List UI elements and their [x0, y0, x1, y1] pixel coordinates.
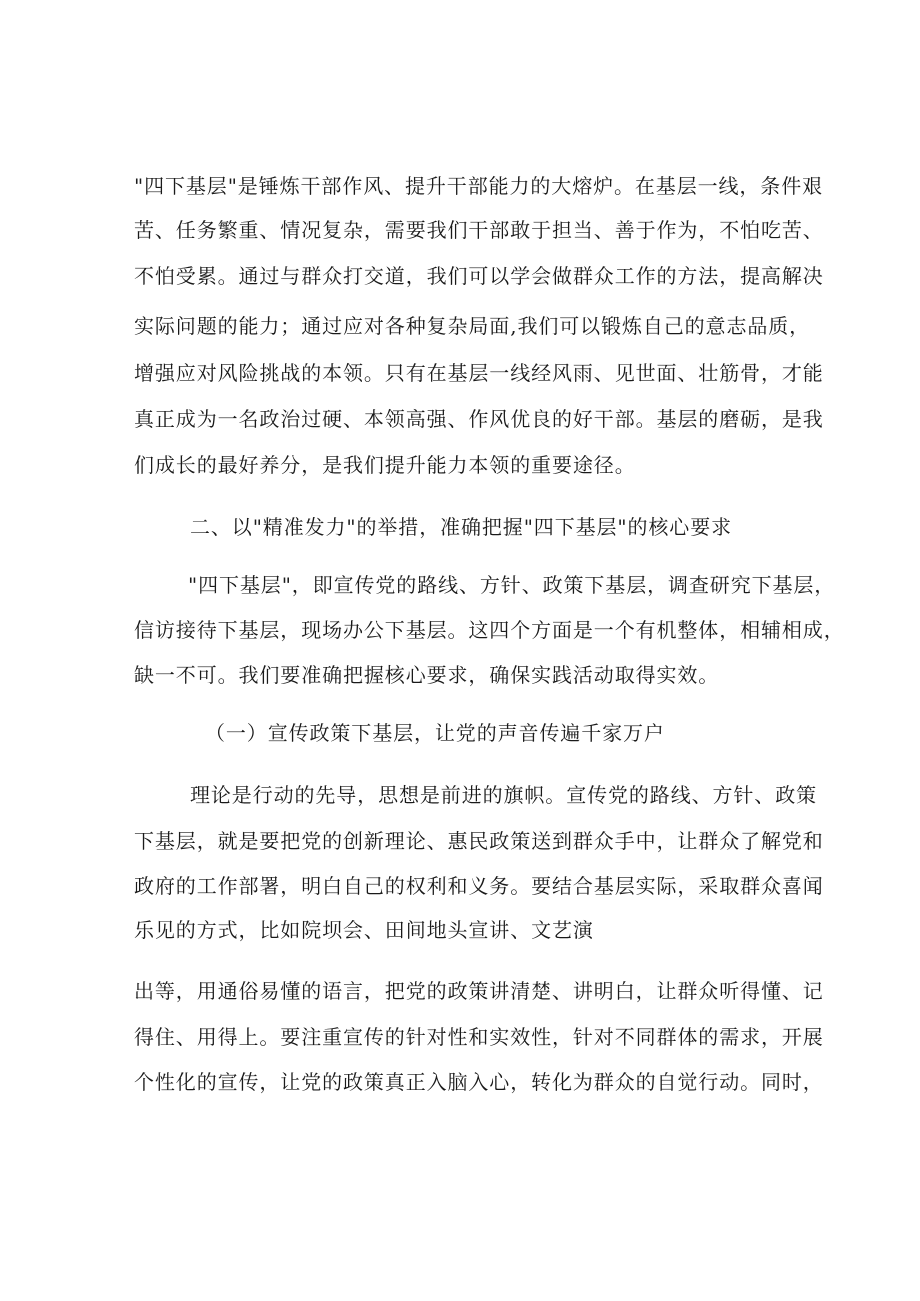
text-line: 出等，用通俗易懂的语言，把党的政策讲清楚、讲明白，让群众听得懂、记 — [134, 979, 824, 1003]
text-line: 信访接待下基层，现场办公下基层。这四个方面是一个有机整体，相辅相成， — [134, 618, 845, 642]
text-line: 真正成为一名政治过硬、本领高强、作风优良的好干部。基层的磨砺，是我 — [134, 407, 824, 431]
text-line: 增强应对风险挑战的本领。只有在基层一线经风雨、见世面、壮筋骨，才能 — [134, 361, 824, 385]
text-line: 缺一不可。我们要准确把握核心要求，确保实践活动取得实效。 — [134, 663, 720, 687]
text-line: 实际问题的能力；通过应对各种复杂局面,我们可以锻炼自己的意志品质， — [134, 314, 811, 338]
text-line: 个性化的宣传，让党的政策真正入脑入心，转化为群众的自觉行动。同时， — [134, 1070, 824, 1094]
text-line: 政府的工作部署，明白自己的权利和义务。要结合基层实际，采取群众喜闻 — [134, 874, 824, 898]
text-line: "四下基层"，即宣传党的路线、方针、政策下基层，调查研究下基层， — [188, 573, 836, 597]
subsection-heading: （一）宣传政策下基层，让党的声音传遍千家万户 — [205, 721, 665, 745]
text-line: 不怕受累。通过与群众打交道，我们可以学会做群众工作的方法，提高解决 — [134, 264, 824, 288]
text-line: "四下基层"是锤炼干部作风、提升干部能力的大熔炉。在基层一线，条件艰 — [134, 174, 823, 198]
text-line: 乐见的方式，比如院坝会、田间地头宣讲、文艺演 — [134, 918, 594, 942]
text-line: 苦、任务繁重、情况复杂，需要我们干部敢于担当、善于作为，不怕吃苦、 — [134, 218, 824, 242]
text-line: 下基层，就是要把党的创新理论、惠民政策送到群众手中，让群众了解党和 — [134, 829, 824, 853]
text-line: 们成长的最好养分，是我们提升能力本领的重要途径。 — [134, 453, 636, 477]
section-heading: 二、以"精准发力"的举措，准确把握"四下基层"的核心要求 — [190, 515, 732, 539]
text-line: 理论是行动的先导，思想是前进的旗帜。宣传党的路线、方针、政策 — [190, 783, 817, 807]
text-line: 得住、用得上。要注重宣传的针对性和实效性，针对不同群体的需求，开展 — [134, 1025, 824, 1049]
